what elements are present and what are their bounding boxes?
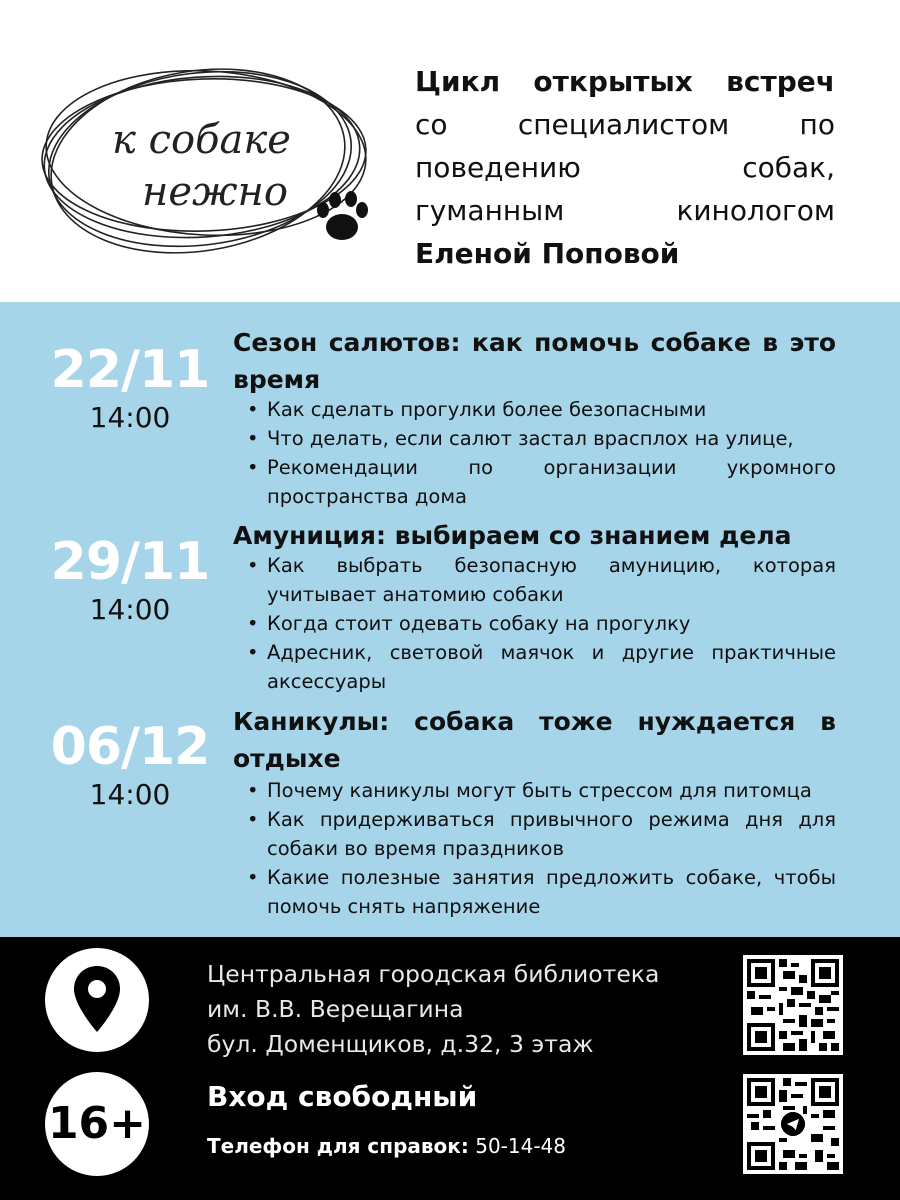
footer — [0, 937, 900, 1200]
phone-info — [207, 1134, 566, 1158]
free-entry-text: Вход свободный — [207, 1080, 478, 1113]
age-rating-badge: 16+ — [45, 1072, 149, 1176]
header — [0, 0, 900, 302]
event-date: 29/11 — [50, 532, 210, 592]
list-item: • Как придерживаться привычного режима дня для собаки во время праздников — [245, 805, 836, 863]
event-date-block — [40, 340, 220, 436]
intro-line4: гуманным кинологом — [415, 194, 835, 227]
logo-text-line2: нежно — [142, 169, 288, 215]
event-title: Амуниция: выбираем со знанием дела — [233, 521, 792, 550]
qr-code[interactable] — [743, 955, 843, 1055]
list-item: • Рекомендации по организации укромного пространства дома — [245, 453, 836, 511]
list-item: • Что делать, если салют застал врасплох на улице, — [245, 424, 836, 453]
list-item: • Как выбрать безопасную амуницию, которая учитывает анатомию собаки — [245, 551, 836, 609]
location-badge — [45, 948, 149, 1052]
event-date-block — [40, 532, 220, 628]
intro-speaker-name: Еленой Поповой — [415, 237, 680, 270]
logo — [30, 45, 380, 275]
intro-text — [415, 60, 835, 275]
address-line: Центральная городская библиотека — [207, 960, 660, 988]
phone-number[interactable]: 50-14-48 — [475, 1134, 566, 1158]
event-title: Каникулы: собака тоже нуждается в отдыхе — [233, 707, 836, 773]
events-section — [0, 302, 900, 937]
event-time: 14:00 — [89, 778, 171, 811]
qr-code[interactable] — [743, 1074, 843, 1174]
event-bullets — [245, 776, 836, 921]
list-item: • Почему каникулы могут быть стрессом для питомца — [245, 776, 836, 805]
event-title: Сезон салютов: как помочь собаке в это время — [233, 328, 836, 394]
library-address — [207, 957, 659, 1062]
event-time: 14:00 — [89, 593, 171, 626]
event-date: 06/12 — [50, 717, 210, 777]
logo-text-line1: к собаке — [112, 117, 291, 163]
map-pin-icon — [45, 948, 149, 1052]
address-line: бул. Доменщиков, д.32, 3 этаж — [207, 1030, 594, 1058]
list-item: • Какие полезные занятия предложить собаке, чтобы помочь снять напряжение — [245, 863, 836, 921]
intro-line3: поведению собак, — [415, 151, 835, 184]
event-date: 22/11 — [50, 340, 210, 400]
event-date-block — [40, 717, 220, 813]
event-bullets — [245, 395, 836, 511]
list-item: • Адресник, световой маячок и другие практичные аксессуары — [245, 638, 836, 696]
phone-label: Телефон для справок: — [207, 1134, 469, 1158]
intro-line1: Цикл открытых встреч — [415, 65, 835, 98]
address-line: им. В.В. Верещагина — [207, 995, 464, 1023]
event-bullets — [245, 551, 836, 696]
list-item: • Как сделать прогулки более безопасными — [245, 395, 836, 424]
intro-line2: со специалистом по — [415, 108, 835, 141]
event-time: 14:00 — [89, 401, 171, 434]
list-item: • Когда стоит одевать собаку на прогулку — [245, 609, 836, 638]
